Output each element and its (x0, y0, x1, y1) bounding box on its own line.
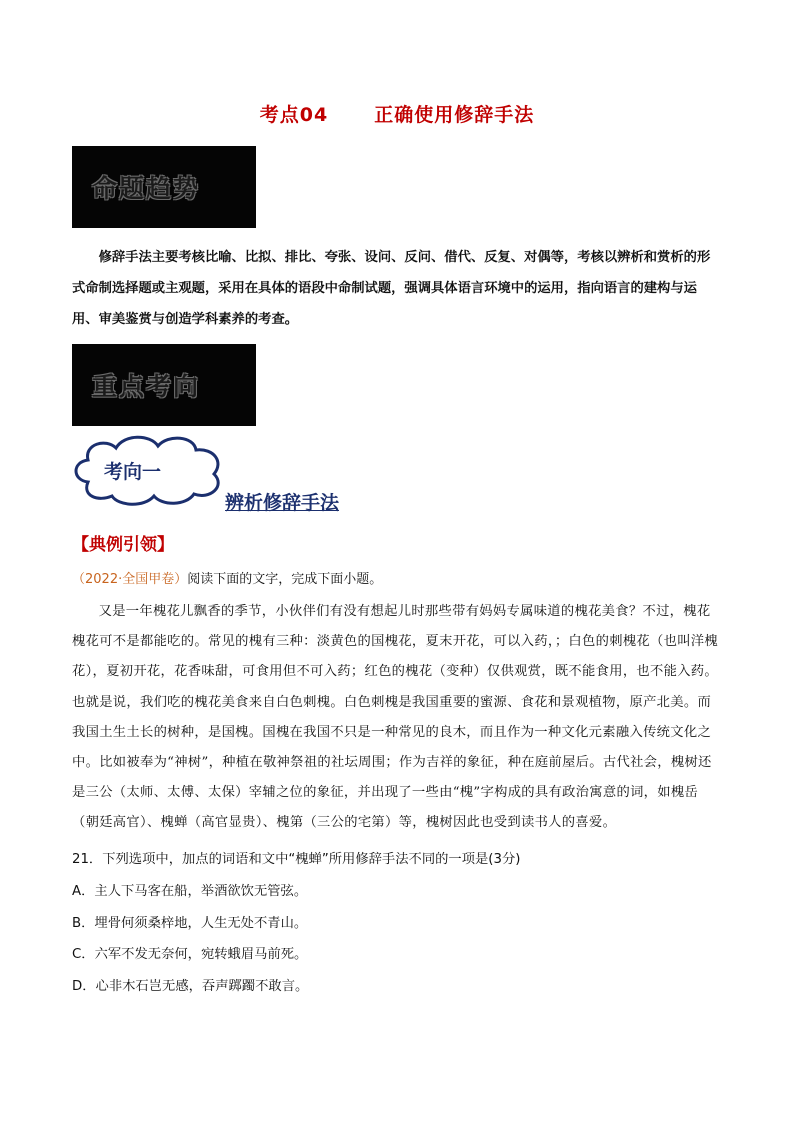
reading-passage: 又是一年槐花儿飘香的季节，小伙伴们有没有想起儿时那些带有妈妈专属味道的槐花美食？不过，槐花槐花可不是都能吃的。常见的槐有三种：淡黄色的国槐花，夏末开花，可以入药，；白色的刺槐花（也叫洋槐花），夏初开花，花香味甜，可食用但不可入药；红色的槐花（变种）仅供观赏，既不能食用，也不能入药。也就是说，我们吃的槐花美食来自白色刺槐。白色刺槐是我国重要的蜜源、食花和景观植物，原产北美。而我国土生土长的树种，是国槐。国槐在我国不只是一种常见的良木，而且作为一种文化元素融入传统文化之中。比如被奉为“神树”，种植在敬神祭祖的社坛周围；作为吉祥的象征，种在庭前屋后。古代社会，槐树还是三公（太师、太傅、太保）宰辅之位的象征，并出现了一些由“槐”字构成的具有政治寓意的词，如槐岳（朝廷高官）、槐蝉（高官显贵）、槐第（三公的宅第）等，槐树因此也受到读书人的喜爱。 (72, 604, 718, 831)
option-c: C．六军不发无奈何，宛转蛾眉马前死。 (72, 947, 308, 962)
direction-label: 考向一 (104, 461, 162, 483)
direction-title: 辨析修辞手法 (225, 492, 340, 514)
intro-paragraph: 修辞手法主要考核比喻、比拟、排比、夸张、设问、反问、借代、反复、对偶等，考核以辨析和赏析的形式命制选择题或主观题，采用在具体的语段中命制试题，强调具体语言环境中的运用，指向语言的建构与运用、审美鉴赏与创造学科素养的考查。 (72, 250, 711, 327)
focus-banner-label: 重点考向 (92, 372, 201, 401)
example-heading: 【典例引领】 (72, 535, 174, 555)
source-line (72, 568, 382, 587)
instruction-text: 阅读下面的文字，完成下面小题。 (187, 572, 383, 587)
trend-banner-label: 命题趋势 (92, 174, 201, 203)
trend-banner (72, 146, 256, 228)
option-b: B．埋骨何须桑梓地，人生无处不青山。 (72, 916, 308, 931)
topic-title: 正确使用修辞手法 (374, 104, 535, 126)
page-title (0, 100, 794, 127)
question-stem: 21．下列选项中，加点的词语和文中“槐蝉”所用修辞手法不同的一项是(3分) (72, 852, 521, 867)
option-a: A．主人下马客在船，举酒欲饮无管弦。 (72, 884, 308, 899)
option-d: D．心非木石岂无感，吞声踯躅不敢言。 (72, 979, 309, 994)
topic-code: 考点04 (259, 104, 329, 126)
source-tag: （2022·全国甲卷） (72, 572, 188, 587)
focus-banner (72, 344, 256, 426)
